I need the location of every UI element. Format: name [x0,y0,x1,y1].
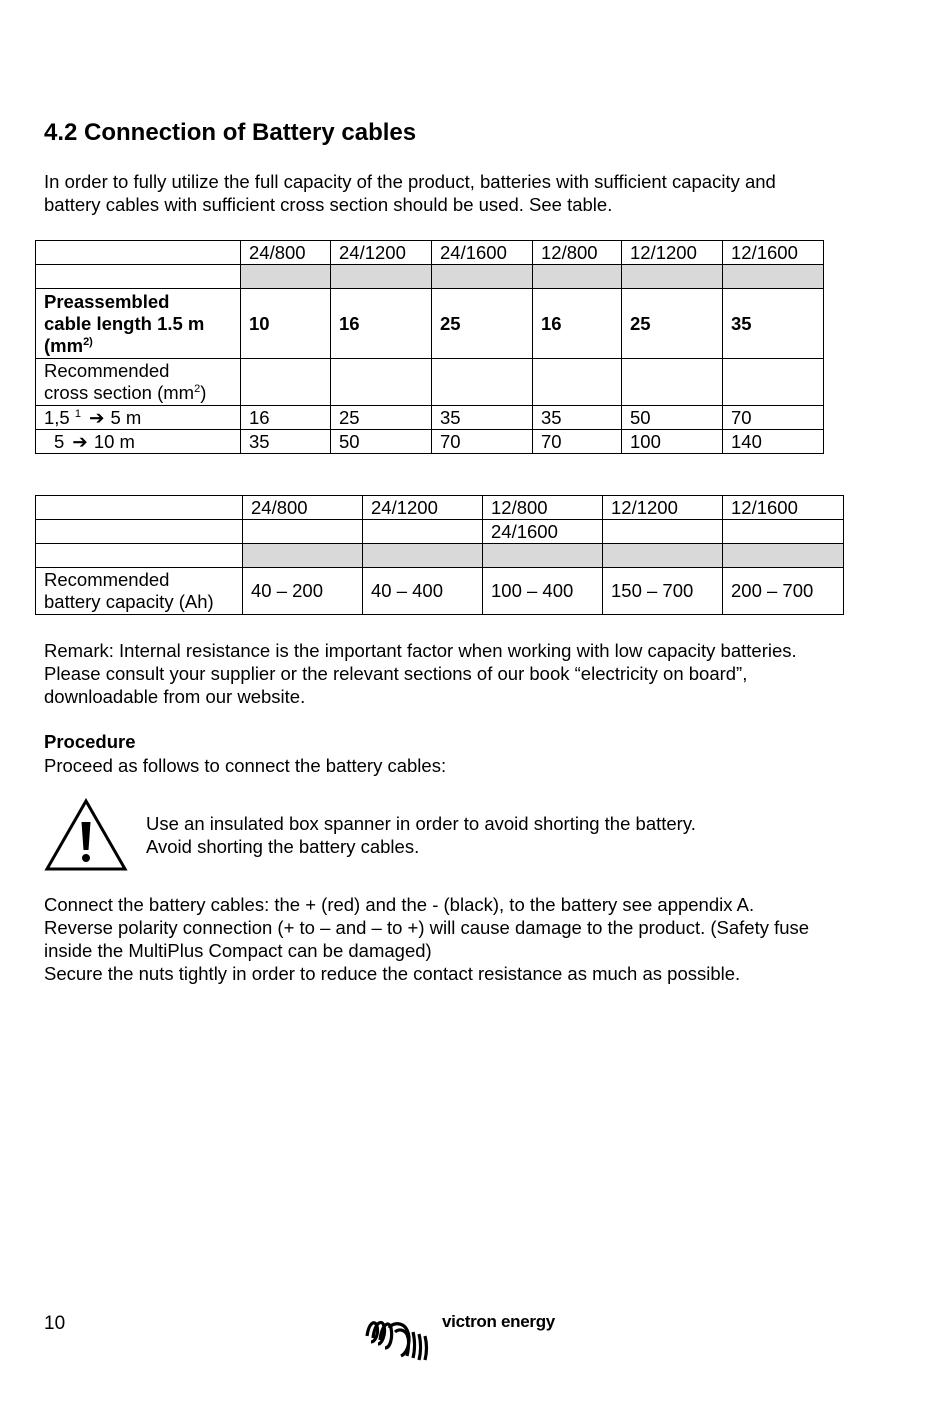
remark-paragraph: Remark: Internal resistance is the important factor when working with low capacity batteries. Please consult your supplier or the relevant sections of our book “electricity on board”, downloadable from our website. [44,640,797,707]
table-cell: 35 [432,406,533,430]
table-cell [533,265,622,289]
page-number: 10 [44,1313,66,1334]
table-cell: 70 [432,430,533,454]
table-cell: 16 [241,406,331,430]
table-cell: 70 [533,430,622,454]
table-cell: 35 [723,289,824,359]
warning-text: Use an insulated box spanner in order to avoid shorting the battery. Avoid shorting the battery cables. [146,813,696,857]
table-cell [622,265,723,289]
table-blank-row [36,544,844,568]
model-header: 24/800 [243,496,363,520]
table-row [36,289,824,359]
model-header: 12/800 [483,496,603,520]
instructions-paragraph: Connect the battery cables: the + (red) and the - (black), to the battery see appendix A. Reverse polarity connection (+ to – and – to +) will cause damage to the product. (Safety fuse inside the MultiPlus Compact can be damaged) Secure the nuts tightly in order to reduce the contact resistance as much as possible. [44,894,810,984]
table-cell: 25 [432,289,533,359]
table-cell: 16 [331,289,432,359]
preassembled-label: Preassembled cable length 1.5 m ($mm^{2)}$ [36,289,241,359]
table-cell: 40 – 400 [363,568,483,615]
table-row [36,406,824,430]
table-cell [723,520,844,544]
table-cell [36,265,241,289]
table-cell: 25 [331,406,432,430]
table-row [36,568,844,615]
table-row [36,359,824,406]
table-cell [483,544,603,568]
model-header: 12/1600 [723,241,824,265]
table-cell [331,265,432,289]
table-cell [363,544,483,568]
model-header: 24/1200 [363,496,483,520]
arrow-right-icon: ➔ [72,430,88,452]
table-cell [243,520,363,544]
model-header: 24/1600 [432,241,533,265]
victron-logo-mark [363,1312,437,1362]
table-cell [432,265,533,289]
intro-line: In order to fully utilize the full capacity of the product, batteries with sufficient capacity and [44,171,776,192]
model-header: 24/1600 [483,520,603,544]
intro-paragraph [44,170,776,216]
length-range-label: 1,5 $^1$ ➔ 5 m [36,406,241,430]
table-cell: 50 [622,406,723,430]
table-cell: 140 [723,430,824,454]
table-header-row [36,520,844,544]
model-header: 12/1200 [622,241,723,265]
table-cell: 50 [331,430,432,454]
cable-cross-section-table [35,240,824,454]
table-cell [723,265,824,289]
model-header: 12/800 [533,241,622,265]
table-cell: 200 – 700 [723,568,844,615]
table-cell [603,520,723,544]
table-cell [36,241,241,265]
table-cell [241,265,331,289]
table-cell: 16 [533,289,622,359]
victron-logo [363,1312,563,1362]
table-cell [432,359,533,406]
table-header-row [36,496,844,520]
table-cell [723,359,824,406]
table-cell [363,520,483,544]
table-cell: 70 [723,406,824,430]
table-cell [36,520,243,544]
table-cell [533,359,622,406]
table-cell: 35 [533,406,622,430]
table-cell [622,359,723,406]
table-cell [241,359,331,406]
table-cell [36,544,243,568]
table-cell [331,359,432,406]
procedure-intro: Proceed as follows to connect the battery cables: [44,755,447,776]
model-header: 24/1200 [331,241,432,265]
table-cell [603,544,723,568]
logo-wordmark: victron energy [442,1312,555,1331]
table-header-row [36,241,824,265]
model-header: 12/1200 [603,496,723,520]
model-header: 24/800 [241,241,331,265]
length-range-label: 5 ➔ 10 m [36,430,241,454]
table-blank-row [36,265,824,289]
table-cell: 10 [241,289,331,359]
battery-capacity-table [35,495,844,615]
table-cell [36,496,243,520]
table-cell: 25 [622,289,723,359]
procedure-title: Procedure [44,731,136,752]
table-cell: 100 – 400 [483,568,603,615]
table-cell: 35 [241,430,331,454]
intro-line: battery cables with sufficient cross section should be used. See table. [44,194,613,215]
warning-triangle-icon [44,798,128,872]
table-cell: 150 – 700 [603,568,723,615]
table-cell: 40 – 200 [243,568,363,615]
table-cell: 100 [622,430,723,454]
arrow-right-icon: ➔ [88,406,105,428]
recommended-label: Recommended cross section $(mm^2)$ [36,359,241,406]
section-heading: 4.2 Connection of Battery cables [44,119,417,146]
model-header: 12/1600 [723,496,844,520]
table-cell [243,544,363,568]
capacity-label: Recommended battery capacity (Ah) [36,568,243,615]
table-row [36,430,824,454]
table-cell [723,544,844,568]
